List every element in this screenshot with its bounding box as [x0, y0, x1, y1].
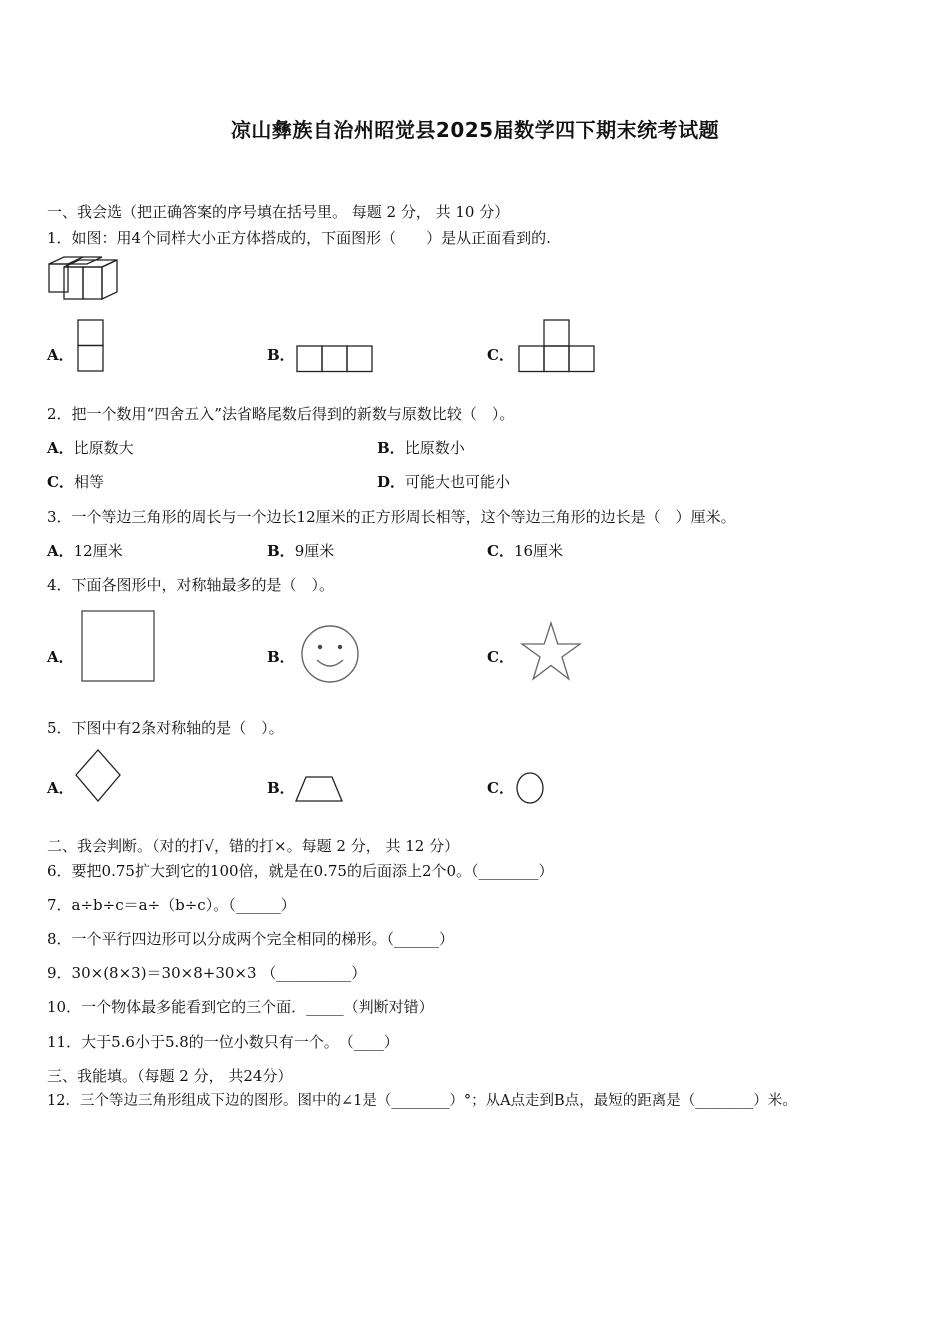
- q4-star-figure: [520, 621, 582, 683]
- q4-square-figure: [80, 609, 156, 683]
- question-2-stem: 2．把一个数用“四舍五入”法省略尾数后得到的新数与原数比较（ ）。: [47, 405, 515, 423]
- q4-option-a-label[interactable]: A．: [47, 648, 74, 666]
- q1-option-a-figure: [77, 319, 104, 372]
- section-1-heading: 一、我会选（把正确答案的序号填在括号里。 每题 2 分， 共 10 分）: [47, 203, 510, 221]
- q1-option-b-label[interactable]: B．: [267, 346, 295, 364]
- q2-option-d[interactable]: [377, 473, 510, 491]
- question-1-stem: 1．如图：用4个同样大小正方体搭成的，下面图形（ ）是从正面看到的.: [47, 229, 551, 247]
- q3-option-c-text: 16厘米: [513, 542, 564, 560]
- q1-option-b-figure: [296, 345, 374, 373]
- q3-option-a-label: A．: [47, 542, 74, 560]
- section-3-heading: 三、我能填。（每题 2 分， 共24分）: [47, 1067, 293, 1085]
- q2-option-a[interactable]: [47, 439, 134, 457]
- page-title: 凉山彝族自治州昭觉县2025届数学四下期末统考试题: [230, 118, 720, 142]
- q5-option-b-label[interactable]: B．: [267, 779, 295, 797]
- q2-option-a-text: 比原数大: [73, 439, 134, 457]
- question-12: 12．三个等边三角形组成下边的图形。图中的∠1是（________）°；从A点走到B点，最短的距离是（________）米。: [47, 1093, 797, 1109]
- q5-rhombus-figure: [74, 748, 122, 804]
- question-6: 6．要把0.75扩大到它的100倍，就是在0.75的后面添上2个0。（________）: [47, 862, 554, 880]
- cube-stack-figure: [46, 256, 122, 302]
- q5-trapezoid-figure: [294, 775, 346, 805]
- q1-option-c-figure: [518, 319, 596, 373]
- question-3-stem: 3．一个等边三角形的周长与一个边长12厘米的正方形周长相等，这个等边三角形的边长是（ ）厘米。: [47, 508, 736, 526]
- question-9: 9．30×(8×3)＝30×8+30×3 （__________）: [47, 964, 367, 982]
- section-2-heading: 二、我会判断。（对的打√，错的打×。每题 2 分， 共 12 分）: [47, 837, 460, 855]
- q2-option-b-label: B．: [377, 439, 405, 457]
- q5-option-a-label[interactable]: A．: [47, 779, 74, 797]
- question-5-stem: 5．下图中有2条对称轴的是（ ）。: [47, 719, 284, 737]
- question-10: 10．一个物体最多能看到它的三个面．_____（判断对错）: [47, 998, 434, 1016]
- q4-option-b-label[interactable]: B．: [267, 648, 295, 666]
- question-7: 7．a÷b÷c＝a÷（b÷c）。（______）: [47, 896, 296, 914]
- q1-option-c-label[interactable]: C．: [487, 346, 514, 364]
- q3-option-a[interactable]: [47, 542, 123, 560]
- q4-smiley-face-figure: [300, 624, 360, 684]
- question-11: 11．大于5.6小于5.8的一位小数只有一个。 （____）: [47, 1033, 399, 1051]
- q3-option-b-text: 9厘米: [294, 542, 335, 560]
- q3-option-a-text: 12厘米: [73, 542, 123, 560]
- q2-option-c-label: C．: [47, 473, 74, 491]
- q1-option-a-label[interactable]: A．: [47, 346, 74, 364]
- q2-option-c[interactable]: [47, 473, 104, 491]
- q3-option-b[interactable]: [267, 542, 334, 560]
- question-8: 8．一个平行四边形可以分成两个完全相同的梯形。（______）: [47, 930, 455, 948]
- q5-option-c-label[interactable]: C．: [487, 779, 514, 797]
- q2-option-d-text: 可能大也可能小: [405, 473, 511, 491]
- q2-option-a-label: A．: [47, 439, 74, 457]
- q5-ellipse-figure: [514, 771, 546, 805]
- q3-option-b-label: B．: [267, 542, 295, 560]
- q2-option-b[interactable]: [377, 439, 465, 457]
- q2-option-d-label: D．: [377, 473, 406, 491]
- q4-option-c-label[interactable]: C．: [487, 648, 514, 666]
- q3-option-c-label: C．: [487, 542, 514, 560]
- q3-option-c[interactable]: [487, 542, 563, 560]
- question-4-stem: 4．下面各图形中，对称轴最多的是（ ）。: [47, 576, 335, 594]
- q2-option-c-text: 相等: [73, 473, 104, 491]
- q2-option-b-text: 比原数小: [404, 439, 465, 457]
